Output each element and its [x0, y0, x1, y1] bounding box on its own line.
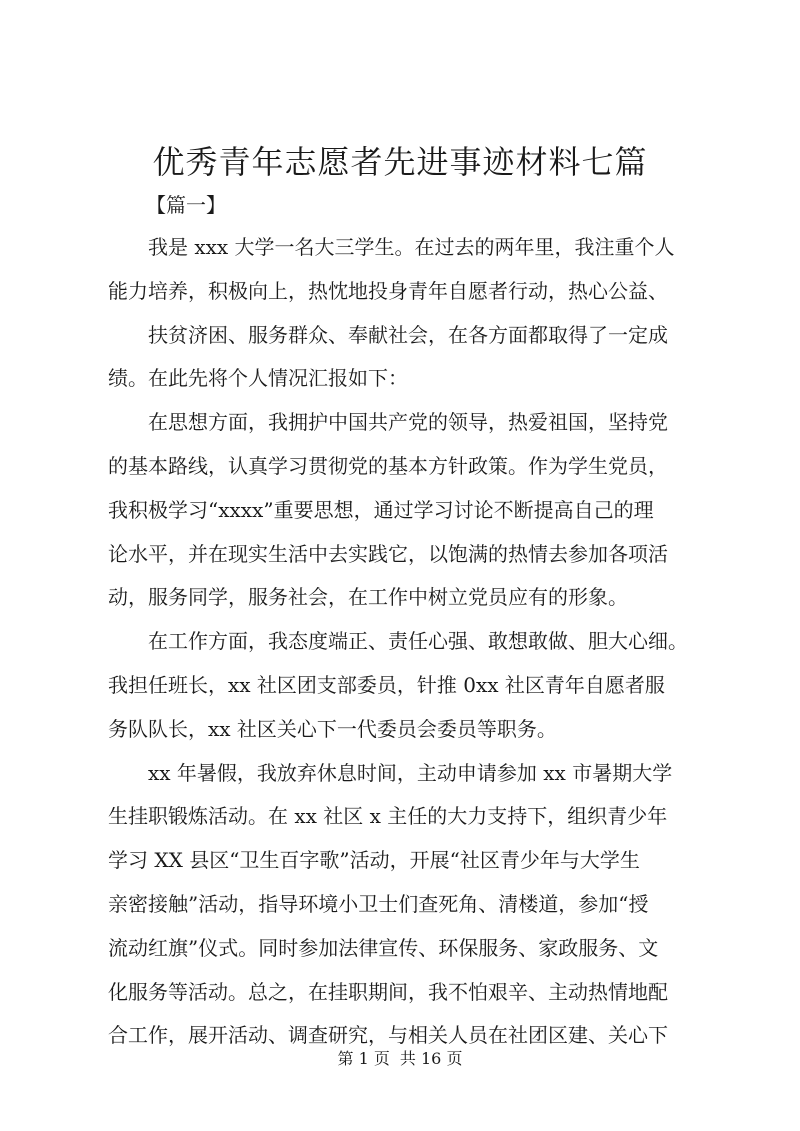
- page-footer: [0, 1047, 800, 1071]
- paragraph-line: 合工作，展开活动、调查研究，与相关人员在社团区建、关心下: [108, 1023, 668, 1048]
- paragraph-line: 在思想方面，我拥护中国共产党的领导，热爱祖国，坚持党: [148, 410, 668, 435]
- paragraph-line: 化服务等活动。总之，在挂职期间，我不怕艰辛、主动热情地配: [108, 979, 668, 1004]
- paragraph-line: xx 年暑假，我放弃休息时间，主动申请参加 xx 市暑期大学: [148, 760, 673, 785]
- paragraph-line: 论水平，并在现实生活中去实践它，以饱满的热情去参加各项活: [108, 541, 668, 566]
- paragraph-line: 学习 XX 县区“卫生百字歌”活动，开展“社区青少年与大学生: [108, 848, 640, 873]
- paragraph-line: 的基本路线，认真学习贯彻党的基本方针政策。作为学生党员，: [108, 453, 668, 478]
- paragraph-line: 在工作方面，我态度端正、责任心强、敢想敢做、胆大心细。: [148, 629, 688, 654]
- paragraph-line: 我担任班长，xx 社区团支部委员，针推 0xx 社区青年自愿者服: [108, 672, 665, 697]
- paragraph-line: 能力培养，积极向上，热忱地投身青年自愿者行动，热心公益、: [108, 278, 668, 303]
- page-number: 第 1 页: [337, 1049, 390, 1068]
- page-total: 共 16 页: [399, 1049, 463, 1068]
- paragraph-line: 我积极学习“xxxx”重要思想，通过学习讨论不断提高自己的理: [108, 497, 654, 522]
- paragraph-line: 扶贫济困、服务群众、奉献社会，在各方面都取得了一定成: [148, 322, 668, 347]
- document-body: [108, 226, 708, 1058]
- paragraph-line: 流动红旗”仪式。同时参加法律宣传、环保服务、家政服务、文: [108, 935, 659, 960]
- paragraph-line: 亲密接触”活动，指导环境小卫士们查死角、清楼道，参加“授: [108, 891, 649, 916]
- paragraph-line: 动，服务同学，服务社会，在工作中树立党员应有的形象。: [108, 585, 628, 610]
- document-title: 优秀青年志愿者先进事迹材料七篇: [152, 143, 648, 181]
- paragraph-line: 生挂职锻炼活动。在 xx 社区 x 主任的大力支持下，组织青少年: [108, 804, 668, 829]
- paragraph-line: 绩。在此先将个人情况汇报如下：: [108, 366, 408, 391]
- paragraph-line: 务队队长，xx 社区关心下一代委员会委员等职务。: [108, 716, 557, 741]
- paragraph-line: 我是 xxx 大学一名大三学生。在过去的两年里，我注重个人: [148, 235, 675, 259]
- section-heading: 【篇一】: [146, 193, 226, 217]
